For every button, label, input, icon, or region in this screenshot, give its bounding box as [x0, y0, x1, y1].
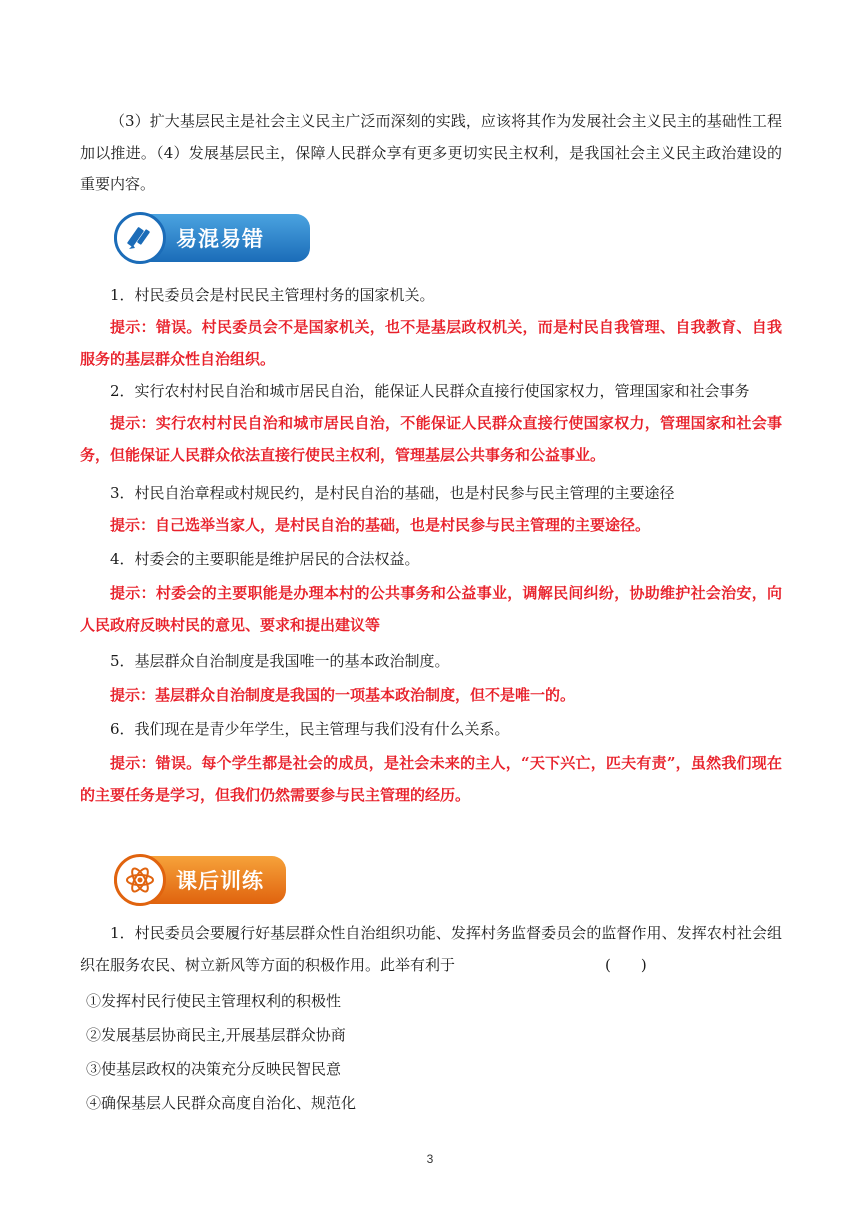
list-item: 6．我们现在是青少年学生，民主管理与我们没有什么关系。 [110, 720, 510, 738]
question-text: 1．村民委员会要履行好基层群众性自治组织功能、发挥村务监督委员会的监督作用、发挥农村社会组织在服务农民、树立新风等方面的积极作用。此举有利于 [80, 924, 782, 974]
option-item: ①发挥村民行使民主管理权利的积极性 [86, 992, 342, 1010]
list-item: 1．村民委员会是村民民主管理村务的国家机关。 [110, 286, 435, 304]
question-stem [80, 918, 782, 981]
list-item: 3．村民自治章程或村规民约，是村民自治的基础，也是村民参与民主管理的主要途径 [110, 484, 675, 502]
hint-text: 提示：自己选举当家人，是村民自治的基础，也是村民参与民主管理的主要途径。 [110, 516, 651, 534]
section-title: 课后训练 [176, 869, 264, 893]
list-item: 4．村委会的主要职能是维护居民的合法权益。 [110, 550, 420, 568]
option-item: ④确保基层人民群众高度自治化、规范化 [86, 1094, 357, 1112]
hint-text: 提示：基层群众自治制度是我国的一项基本政治制度，但不是唯一的。 [110, 686, 576, 704]
answer-parentheses: ( ) [605, 955, 647, 974]
section-banner-exercises [114, 856, 286, 904]
atom-icon [114, 854, 166, 906]
pencil-icon [114, 212, 166, 264]
hint-text: 提示：实行农村村民自治和城市居民自治，不能保证人民群众直接行使国家权力，管理国家和社会事务，但能保证人民群众依法直接行使民主权利，管理基层公共事务和公益事业。 [80, 414, 782, 464]
section-banner-errors [114, 214, 310, 262]
list-item: 2．实行农村村民自治和城市居民自治，能保证人民群众直接行使国家权力，管理国家和社会事务 [110, 382, 750, 400]
section-title: 易混易错 [176, 227, 264, 251]
option-item: ②发展基层协商民主,开展基层群众协商 [86, 1026, 346, 1044]
intro-paragraph: （3）扩大基层民主是社会主义民主广泛而深刻的实践，应该将其作为发展社会主义民主的基础性工程加以推进。（4）发展基层民主，保障人民群众享有更多更切实民主权利，是我国社会主义民主政治建设的重要内容。 [80, 112, 782, 193]
option-item: ③使基层政权的决策充分反映民智民意 [86, 1060, 342, 1078]
list-item: 5．基层群众自治制度是我国唯一的基本政治制度。 [110, 652, 450, 670]
hint-text: 提示：错误。每个学生都是社会的成员，是社会未来的主人，“天下兴亡，匹夫有责”，虽然我们现在的主要任务是学习，但我们仍然需要参与民主管理的经历。 [80, 754, 782, 804]
hint-text: 提示：错误。村民委员会不是国家机关，也不是基层政权机关，而是村民自我管理、自我教育、自我服务的基层群众性自治组织。 [80, 318, 782, 368]
hint-text: 提示：村委会的主要职能是办理本村的公共事务和公益事业，调解民间纠纷，协助维护社会治安，向人民政府反映村民的意见、要求和提出建议等 [80, 584, 782, 634]
page-number: 3 [426, 1152, 434, 1166]
